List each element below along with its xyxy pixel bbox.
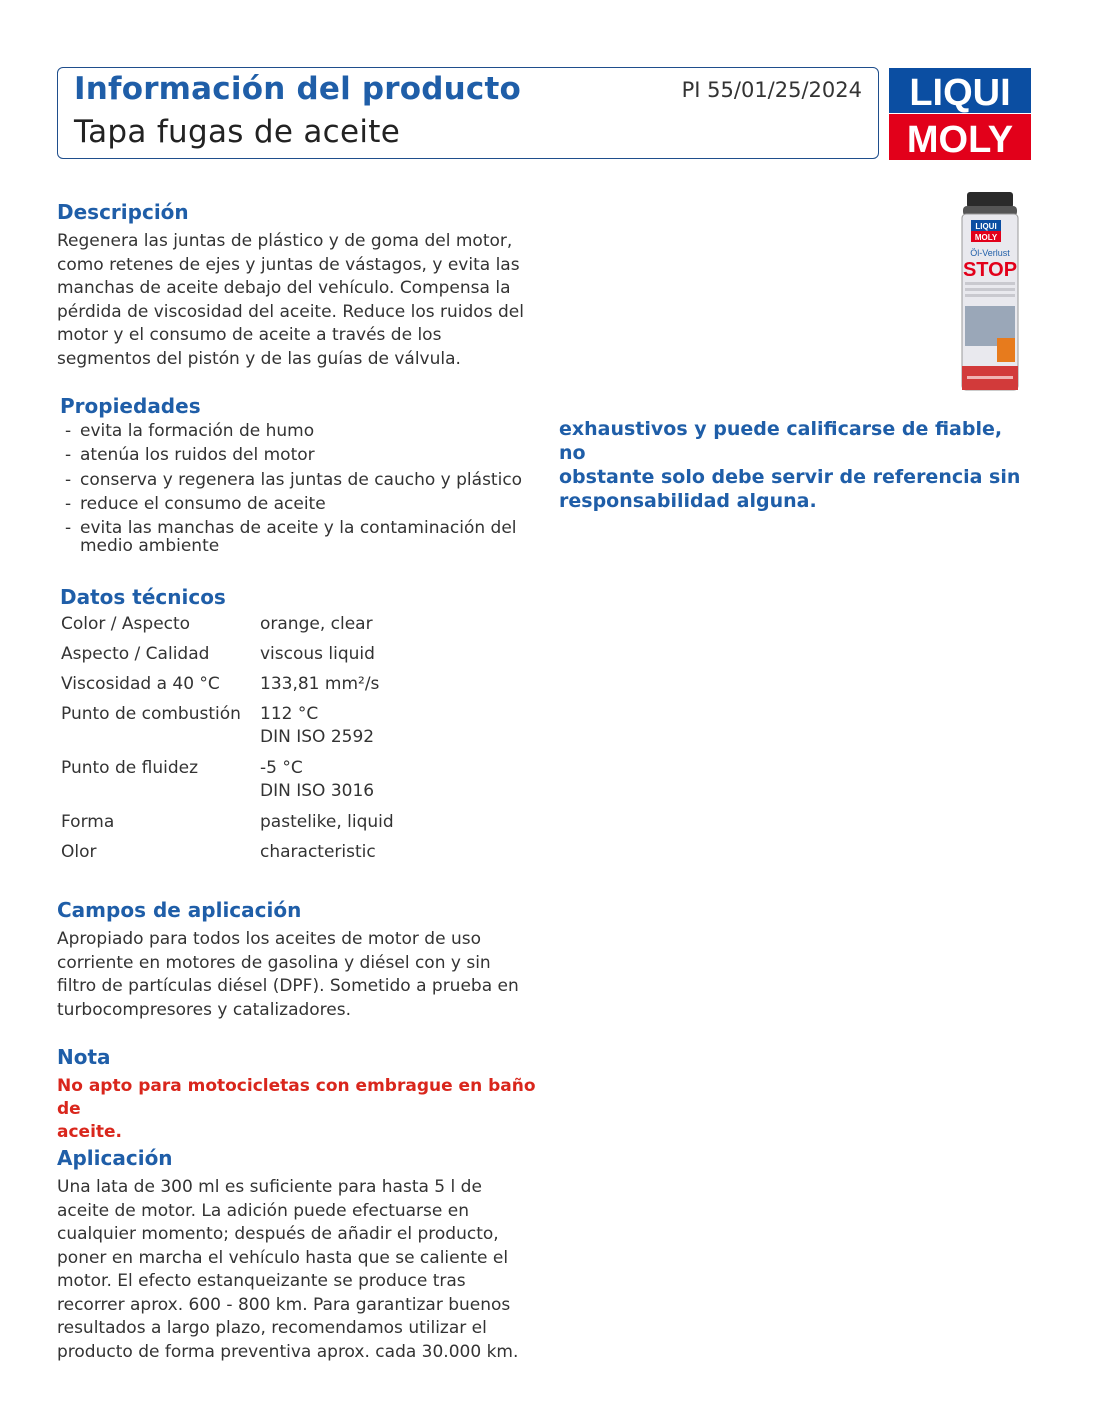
text-line: turbocompresores y catalizadores.	[57, 999, 352, 1020]
text-line: segmentos del pistón y de las guías de válvula.	[57, 348, 461, 369]
table-row	[57, 673, 394, 703]
can-name-line1: Öl-Verlust	[970, 248, 1010, 258]
section-campos	[57, 898, 537, 1022]
table-cell-key: Color / Aspecto	[61, 614, 191, 634]
text-line: Una lata de 300 ml es suficiente para hasta 5 l de	[57, 1177, 482, 1197]
list-item: - reduce el consumo de aceite	[65, 493, 326, 514]
descripcion-heading: Descripción	[57, 200, 189, 224]
table-cell-value: pastelike, liquid	[260, 812, 394, 832]
table-cell-key: Viscosidad a 40 °C	[61, 674, 220, 694]
nota-heading: Nota	[57, 1045, 111, 1069]
text-line: recorrer aprox. 600 - 800 km. Para garantizar buenos	[57, 1294, 511, 1315]
table-cell-key: Aspecto / Calidad	[61, 644, 210, 664]
descripcion-text	[57, 230, 537, 371]
table-cell-key: Punto de combustión	[61, 704, 241, 724]
nota-warning-text	[57, 1075, 537, 1144]
header-box	[57, 67, 879, 159]
table-cell-value: orange, clear	[260, 614, 373, 634]
campos-text	[57, 928, 537, 1022]
table-row	[57, 613, 394, 643]
datos-tecnicos-heading: Datos técnicos	[60, 585, 226, 609]
table-cell-value: characteristic	[260, 842, 376, 862]
table-cell-key: Punto de fluidez	[61, 758, 199, 778]
product-can-image	[957, 190, 1023, 394]
text-line: como retenes de ejes y juntas de vástagos, y evita las	[57, 254, 520, 275]
text-line: manchas de aceite debajo del vehículo. Compensa la	[57, 278, 511, 298]
table-cell-key: Olor	[61, 842, 97, 862]
text-line: poner en marcha el vehículo hasta que se caliente el	[57, 1247, 509, 1268]
table-cell-value: -5 °C DIN ISO 3016	[260, 758, 375, 801]
can-brand-line1: LIQUI	[975, 222, 997, 231]
text-line: corriente en motores de gasolina y diésel con y sin	[57, 952, 491, 973]
propiedades-list	[60, 422, 540, 555]
section-nota	[57, 1045, 537, 1144]
section-aplicacion	[57, 1146, 537, 1364]
propiedades-heading: Propiedades	[60, 394, 201, 418]
section-descripcion	[57, 200, 537, 371]
table-cell-value: viscous liquid	[260, 644, 375, 664]
table-cell-key: Forma	[61, 812, 115, 832]
datos-tecnicos-table	[57, 613, 394, 871]
list-item: - evita la formación de humo	[65, 421, 315, 441]
page-title: Información del producto	[74, 71, 522, 107]
table-cell-value: 133,81 mm²/s	[260, 674, 380, 694]
document-code: PI 55/01/25/2024	[681, 78, 862, 102]
text-line: filtro de partículas diésel (DPF). Sometido a prueba en	[57, 976, 519, 996]
list-item: - evita las manchas de aceite y la contaminación del medio ambiente	[65, 518, 517, 557]
liqui-moly-logo	[889, 68, 1031, 160]
text-line: resultados a largo plazo, recomendamos utilizar el	[57, 1318, 487, 1338]
text-line: responsabilidad alguna.	[559, 490, 817, 512]
table-row	[57, 757, 394, 811]
table-row	[57, 841, 394, 871]
text-line: obstante solo debe servir de referencia sin	[559, 466, 1021, 488]
text-line: Regenera las juntas de plástico y de goma del motor,	[57, 231, 513, 251]
aplicacion-heading: Aplicación	[57, 1146, 173, 1170]
text-line: motor. El efecto estanqueizante se produce tras	[57, 1271, 466, 1291]
can-name-line2: STOP	[962, 259, 1018, 281]
text-line: aceite de motor. La adición puede efectuarse en	[57, 1200, 469, 1221]
text-line: producto de forma preventiva aprox. cada 30.000 km.	[57, 1341, 519, 1362]
table-row	[57, 703, 394, 757]
text-line: pérdida de viscosidad del aceite. Reduce los ruidos del	[57, 301, 524, 322]
table-row	[57, 643, 394, 673]
text-line: Apropiado para todos los aceites de motor de uso	[57, 929, 481, 949]
text-line: aceite.	[57, 1122, 123, 1142]
logo-line2: MOLY	[906, 119, 1014, 160]
list-item: - atenúa los ruidos del motor	[65, 445, 315, 466]
campos-heading: Campos de aplicación	[57, 898, 302, 922]
text-line: exhaustivos y puede calificarse de fiable, no	[559, 418, 1003, 464]
table-row	[57, 811, 394, 841]
aplicacion-text	[57, 1176, 537, 1364]
list-item: - conserva y regenera las juntas de caucho y plástico	[65, 469, 523, 490]
text-line: No apto para motocicletas con embrague en baño de	[57, 1076, 536, 1119]
text-line: motor y el consumo de aceite a través de los	[57, 325, 442, 345]
section-datos-tecnicos	[57, 585, 537, 871]
disclaimer-text	[559, 417, 1029, 513]
can-brand-line2: MOLY	[974, 233, 998, 242]
section-propiedades	[60, 394, 540, 561]
text-line: cualquier momento; después de añadir el producto,	[57, 1224, 499, 1244]
logo-line1: LIQUI	[909, 72, 1011, 114]
page-subtitle: Tapa fugas de aceite	[74, 114, 401, 150]
table-cell-value: 112 °C DIN ISO 2592	[260, 704, 375, 747]
